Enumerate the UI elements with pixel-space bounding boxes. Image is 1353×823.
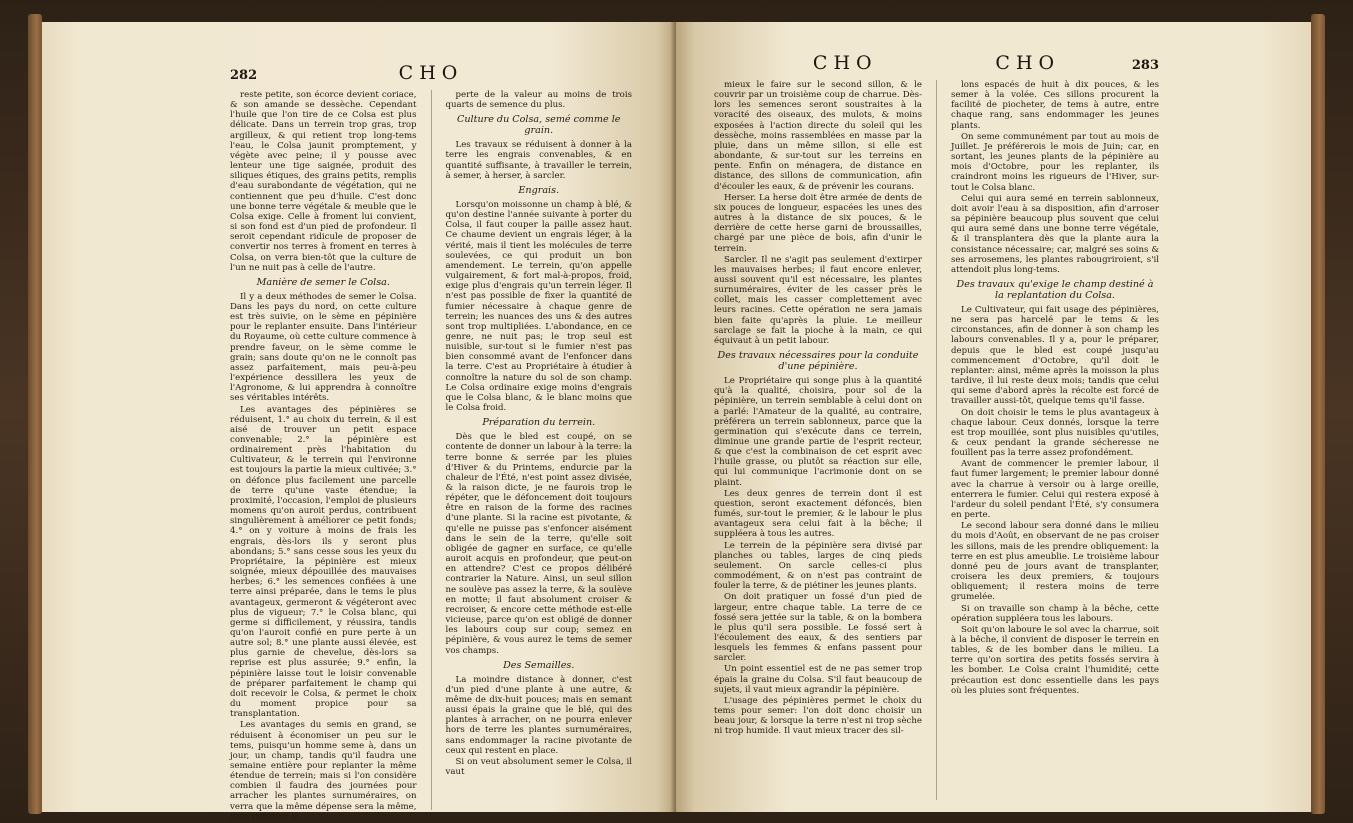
left-column-2 — [446, 90, 633, 810]
left-page-number: 282 — [230, 68, 258, 83]
paragraph: Si on veut absolument semer le Colsa, il vaut — [445, 756, 632, 778]
right-head-word-left: CHO — [812, 52, 878, 74]
section-heading: Des travaux qu'exige le champ destiné à la replantation du Colsa. — [956, 278, 1154, 301]
section-heading: Culture du Colsa, semé comme le grain. — [457, 114, 621, 137]
section-heading: Des travaux nécessaires pour la conduite d'une pépinière. — [717, 350, 919, 373]
paragraph: reste petite, son écorce devient coriace, & son amande se dessèche. Cependant l'huile que l'on tire de ce Colsa est plus délicate. Dans un terrein trop gras, trop argilleux, & qui retient trop long-tems l'eau, le Colsa jaunit promptement, y végète avec peine; il y pousse avec lenteur une tige saignée, produit des siliques étiques, des grains petits, remplis d'eau surabondante de végétation, qui ne contiennent que peu d'huile. C'est donc une bonne terre végétale & meuble que le Colsa exige. Celle à froment lui convient, si son fond est d'un pied de profondeur. Il seroit cependant ridicule de proposer de convertir nos terres à froment en terres à Colsa, on verra bien-tôt que la culture de l'un ne nuit pas à celle de l'autre. — [230, 90, 417, 273]
right-cover-edge — [1311, 14, 1325, 814]
paragraph: Si on travaille son champ à la bêche, cette opération suppléera tous les labours. — [951, 603, 1159, 624]
section-heading: Engrais. — [518, 184, 560, 196]
right-column-rule — [936, 80, 937, 800]
paragraph: Le terrein de la pépinière sera divisé par planches ou tables, larges de cinq pieds seulement. On sarcle celles-ci plus commodément, & on n'est pas contraint de fouler la terre, & de piétiner les jeunes plants. — [714, 540, 922, 592]
paragraph: Avant de commencer le premier labour, il faut fumer largement; le premier labour donné avec la charrue à versoir ou à large oreille, enterrera le fumier. Celui qui restera exposé à l'ardeur du soleil pendant l'Été, s'y consumera en perte. — [951, 459, 1159, 521]
left-cover-edge — [28, 14, 42, 814]
paragraph: La moindre distance à donner, c'est d'un pied d'une plante à une autre, & même de dix-huit pouces; mais en semant aussi épais la graine que le blé, qui des plantes à arracher, on ne pourra enlever hors de terre les plantes surnuméraires, sans endommager la racine pivotante de ceux qui restent en place. — [445, 674, 632, 756]
paragraph: Le Propriétaire qui songe plus à la quantité qu'à la qualité, choisira, pour sol de la pépinière, un terrein semblable à celui dont on a parlé: l'Amateur de la qualité, au contraire, préférera un terrein sablonneux, parce que la germination qui s'exécute dans ce terrein, diminue une grande partie de l'esprit recteur, & que c'est la combinaison de cet esprit avec l'huile grasse, ou plutôt sa réaction sur elle, qui lui communique l'acrimonie dont on se plaint. — [714, 376, 922, 488]
paragraph: perte de la valeur au moins de trois quarts de semence du plus. — [445, 90, 632, 111]
paragraph: Les travaux se réduisent à donner à la terre les engrais convenables, & en quantité suffisante, à travailler le terrein, à semer, à herser, à sarcler. — [445, 140, 632, 181]
paragraph: On doit pratiquer un fossé d'un pied de largeur, entre chaque table. La terre de ce fossé sera jettée sur la table, & on la bombera le plus qu'il sera possible. Le fossé sert à l'écoulement des eaux, & des sentiers par lesquels les femmes & enfans passent pour sarcler. — [714, 592, 922, 664]
paragraph: Dès que le bled est coupé, on se contente de donner un labour à la terre: la terre bonne & serrée par les pluies d'Hiver & du Printems, endurcie par la chaleur de l'Été, n'est point assez divisée, & la raison dicte, je ne faurois trop le répéter, que le défoncement doit toujours être en raison de la forme des racines d'une plante. Si la racine est pivotante, & qu'elle ne puisse pas s'enfoncer aisément dans le sein de la terre, qu'elle soit obligée de gagner en surface, ce qu'elle auroit acquis en profondeur, que peut-on en attendre? C'est ce propos délibéré contrarier la Nature. Ainsi, un seul sillon ne soulève pas assez la terre, & la soulève en motte; il faut absolument croiser & recroiser, & encore cette méthode est-elle vicieuse, parce qu'on est obligé de donner les labours coup sur coup; semez en pépinière, & vous aurez le tems de semer vos champs. — [445, 432, 632, 656]
paragraph: mieux le faire sur le second sillon, & le couvrir par un troisième coup de charrue. Dès-lors les semences seront soustraites à la voracité des oiseaux, des mulots, & moins exposées à l'action directe du soleil qui les dessèche, moins rassemblées en masse par la pluie, dans un même sillon, si elle est abondante, & sur-tout sur les terreins en pente. Enfin on ménagera, de distance en distance, des sillons de communication, afin d'écouler les eaux, & de prévenir les courans. — [714, 80, 922, 192]
left-running-head — [230, 62, 632, 84]
paragraph: lons espacés de huit à dix pouces, & les semer à la volée. Ces sillons procurent la facilité de piocheter, de tems à autre, entre chaque rang, sans endommager les jeunes plants. — [951, 80, 1159, 131]
paragraph: Sarcler. Il ne s'agit pas seulement d'extirper les mauvaises herbes; il faut encore enlever, aussi souvent qu'il est nécessaire, les plantes surnuméraires, éviter de les casser près le collet, mais les casser complettement avec leurs racines. Cette opération ne sera jamais bien faite qu'après la pluie. Le meilleur sarclage se fait la pioche à la main, ce qui équivaut à un petit labour. — [714, 254, 922, 346]
right-page — [676, 22, 1311, 812]
paragraph: Celui qui aura semé en terrein sablonneux, doit avoir l'eau à sa disposition, afin d'arroser sa pépinière beaucoup plus souvent que celui qui aura semé dans une bonne terre végétale, & il transplantera dès que la plante aura la consistance nécessaire; car, malgré ses soins & ses arrosemens, les plantes rabougriroient, s'il attendoit plus long-tems. — [951, 193, 1159, 275]
right-head-word-right: CHO — [995, 52, 1061, 74]
section-heading: Manière de semer le Colsa. — [256, 276, 390, 288]
open-book — [28, 14, 1325, 822]
paragraph: Les avantages des pépinières se réduisent, 1.° au choix du terrein, & il est aisé de trouver un petit espace convenable; 2.° la pépinière est ordinairement près l'habitation du Cultivateur, & le terrein qui l'environne est toujours la partie la mieux cultivée; 3.° on défonce plus facilement une parcelle de terre qu'une vaste étendue; la proximité, l'occasion, l'emploi de plusieurs momens qu'on auroit perdus, contribuent singulièrement à améliorer ce petit fonds; 4.° on y voiture à moins de frais les engrais, dès-lors ils y seront plus abondans; 5.° sans cesse sous les yeux du Propriétaire, la pépinière est mieux soignée, mieux dépouillée des mauvaises herbes; 6.° les semences confiées à une terre ainsi préparée, dans le tems le plus avantageux, germeront & végéteront avec plus de vigueur; 7.° le Colsa blanc, qui germe si difficilement, y réussira, tandis qu'on l'auroit confié en pure perte à un autre sol; 8.° une plante aussi élevée, est plus garnie de chevelue, dès-lors sa reprise est plus assurée; 9.° enfin, la pépinière laisse tout le loisir convenable de préparer parfaitement le champ qui doit recevoir le Colsa, & permet le choix du moment propice pour sa transplantation. — [230, 404, 417, 720]
paragraph: Le Cultivateur, qui fait usage des pépinières, ne sera pas harcelé par le tems & les circonstances, afin de donner à son champ les labours convenables. Il y a, pour le préparer, depuis que le bled est coupé jusqu'au commencement d'Octobre, qu'il doit le replanter: ainsi, même après la moisson la plus tardive, il lui reste deux mois; tandis que celui qui seme d'abord après la récolte est forcé de travailler aussi-tôt, quelque tems qu'il fasse. — [951, 304, 1159, 407]
paragraph: Soit qu'on laboure le sol avec la charrue, soit à la bêche, il convient de disposer le terrein en tables, & de les bomber dans le milieu. La terre qu'on sortira des petits fossés servira à les bomber. Le Colsa craint l'humidité; cette précaution est donc essentielle dans les pays où les pluies sont fréquentes. — [951, 624, 1159, 696]
section-heading: Des Semailles. — [503, 659, 575, 671]
paragraph: L'usage des pépinières permet le choix du tems pour semer: l'on doit donc choisir un beau jour, & lorsque la terre n'est ni trop sèche ni trop humide. Il vaut mieux tracer des sil- — [714, 695, 922, 737]
left-head-word: CHO — [398, 62, 464, 84]
paragraph: Lorsqu'on moissonne un champ à blé, & qu'on destine l'année suivante à porter du Colsa, il faut couper la paille assez haut. Ce chaume devient un engrais léger, à la vérité, mais il tient les molécules de terre soulevées, ce qui produit un bon amendement. Le terrein, qu'on appelle vulgairement, & fort mal-à-propos, froid, exige plus d'engrais qu'un terrein léger. Il n'est pas possible de fixer la quantité de fumier nécessaire à chaque genre de terrein; les nuances des uns & des autres sont trop multipliées. L'abondance, en ce genre, ne nuit pas; le trop seul est nuisible, sur-tout si le fumier n'est pas bien consommé avant de l'enfoncer dans la terre. C'est au Propriétaire à étudier à connoître la nature du sol de son champ. Le Colsa ordinaire exige moins d'engrais que le Colsa blanc, & le blanc moins que le Colsa froid. — [445, 199, 632, 414]
paragraph: Les deux genres de terrein dont il est question, seront exactement défoncés, bien fumés, sur-tout le premier, & le labour le plus avantageux sera celui fait à la bêche; il suppléera à tous les autres. — [714, 488, 922, 540]
paragraph: Les avantages du semis en grand, se réduisent à économiser un peu sur le tems, puisqu'un homme seme à, dans un jour, un champ, tandis qu'il faudra une semaine entière pour replanter la même étendue de terrein; mais si l'on considère combien il faudra des journées pour arracher les plantes surnuméraires, on verra que la même dépense sera la même, sans compter la — [230, 720, 417, 822]
left-page — [42, 22, 676, 822]
paragraph: Un point essentiel est de ne pas semer trop épais la graine du Colsa. S'il faut beaucoup de sujets, il vaut mieux agrandir la pépinière. — [714, 664, 922, 695]
paragraph: Le second labour sera donné dans le milieu du mois d'Août, en observant de ne pas croiser les sillons, mais de les prendre obliquement: la terre en est plus ameublie. Le troisième labour donné peu de jours avant de transplanter, croisera les deux premiers, & toujours obliquement; il restera moins de terre grumelée. — [951, 521, 1159, 603]
left-columns — [230, 90, 632, 822]
left-column-1 — [230, 90, 417, 822]
paragraph: Il y a deux méthodes de semer le Colsa. Dans les pays du nord, on cette culture est très suivie, on le sème en pépinière pour le replanter ensuite. Dans l'intérieur du Royaume, où cette culture commence à prendre faveur, on le sème comme le grain; sans doute qu'on ne le connoît pas assez parfaitement, mais peu-à-peu l'expérience dessillera les yeux de l'Agronome, & lui apprendra à connoître ses véritables intérêts. — [230, 291, 417, 404]
right-running-head — [714, 52, 1159, 74]
right-column-1 — [714, 80, 922, 800]
right-column-2 — [951, 80, 1159, 800]
section-heading: Préparation du terrein. — [482, 417, 596, 429]
paragraph: On doit choisir le tems le plus avantageux à chaque labour. Ceux donnés, lorsque la terre est trop mouillée, sont plus nuisibles qu'utiles, & ceux pendant la grande sécheresse ne fouillent pas la terre assez profondément. — [951, 407, 1159, 459]
paragraph: Herser. La herse doit être armée de dents de six pouces de longueur, espacées les unes des autres à la distance de six pouces, & le derrière de cette herse garni de broussailles, chargé par une pièce de bois, afin d'unir le terrein. — [714, 192, 922, 254]
paragraph: On seme communément par tout au mois de Juillet. Je préférerois le mois de Juin; car, en sortant, les jeunes plants de la pépinière au mois d'Octobre, pour les replanter, ils craindront moins les rigueurs de l'Hiver, sur-tout le Colsa blanc. — [951, 131, 1159, 193]
left-column-rule — [431, 90, 432, 810]
right-page-number: 283 — [1131, 58, 1159, 73]
right-head-words — [754, 52, 1119, 74]
right-columns — [714, 80, 1159, 800]
